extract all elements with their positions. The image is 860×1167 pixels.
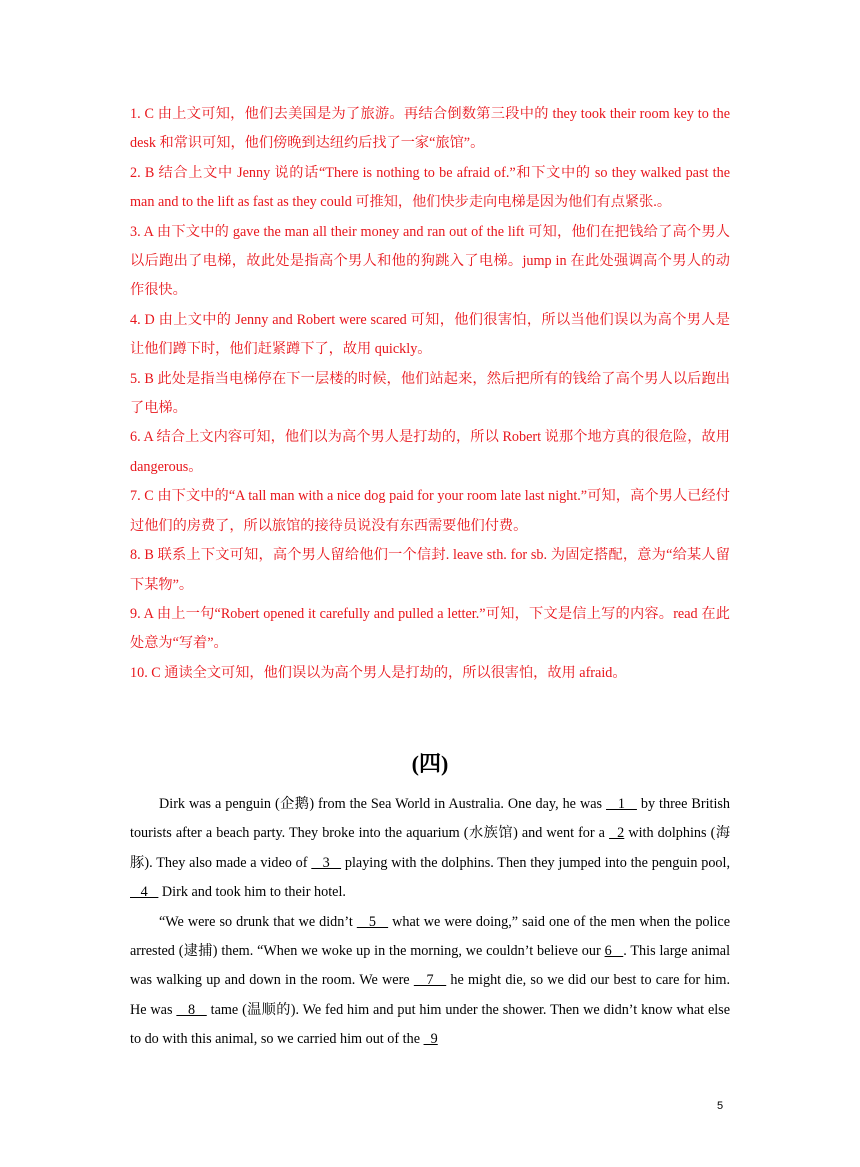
answer-item-7: 7. C 由下文中的“A tall man with a nice dog paid for your room late last night.”可知，高个男人已经付过他们的房费了，所以旅馆的接待员说没有东西需要他们付费。: [130, 488, 730, 534]
answer-item-10: 10. C 通读全文可知，他们误以为高个男人是打劫的，所以很害怕，故用 afraid。: [130, 664, 627, 681]
passage-text: “We were so drunk that we didn’t: [159, 913, 357, 930]
blank-7: 7: [413, 972, 447, 989]
blank-8: 8: [176, 1001, 207, 1018]
passage-paragraph-2: [130, 908, 730, 1055]
answer-item-9: 9. A 由上一句“Robert opened it carefully and pulled a letter.”可知，下文是信上写的内容。read 在此处意为“写着”。: [130, 605, 730, 652]
answer-item-3: 3. A 由下文中的 gave the man all their money and ran out of the lift 可知，他们在把钱给了高个男人以后跑出了电梯，故此处是指高个男人和他的狗跳入了电梯。jump in 在此处强调高个男人的动作很快。: [130, 223, 730, 299]
answer-item-8: 8. B 联系上下文可知，高个男人留给他们一个信封. leave sth. for sb. 为固定搭配，意为“给某人留下某物”。: [130, 547, 730, 593]
blank-9: 9: [423, 1031, 438, 1048]
answer-item-2: 2. B 结合上文中 Jenny 说的话“There is nothing to be afraid of.”和下文中的 so they walked past the man and to the lift as fast as they could 可推知，他们快步走向电梯是因为他们有点紧张.。: [130, 164, 730, 211]
answer-item-4: 4. D 由上文中的 Jenny and Robert were scared 可知，他们很害怕，所以当他们误以为高个男人是让他们蹲下时，他们赶紧蹲下了，故用 quickly。: [130, 311, 730, 358]
blank-4: 4: [130, 884, 159, 901]
blank-1: 1: [606, 796, 637, 812]
passage-text: playing with the dolphins. Then they jumped into the penguin pool,: [341, 854, 730, 871]
blank-5: 5: [356, 913, 389, 930]
passage-text: by three British tourists after a beach party. They broke into the aquarium (水族馆) and went for a: [130, 796, 731, 842]
answer-explanations: [130, 100, 730, 688]
passage-text: with dolphins (海豚). They also made a video of: [130, 825, 731, 871]
blank-6: 6: [604, 943, 624, 960]
passage-text: Dirk and took him to their hotel.: [158, 884, 346, 901]
passage-text: what we were doing,” said one of the men when the police arrested (逮捕) them. “When we woke up in the morning, we couldn’t believe our: [130, 913, 730, 960]
passage-paragraph-1: [130, 790, 730, 908]
passage-text: Dirk was a penguin (企鹅) from the Sea World in Australia. One day, he was: [159, 796, 606, 812]
passage-text: tame (温顺的). We fed him and put him under the shower. Then we didn’t know what else to do with this animal, so we carried him out of the: [130, 1001, 731, 1048]
section-title: (四): [411, 751, 449, 776]
passage-text: . This large animal was walking up and down in the room. We were: [130, 943, 731, 989]
cloze-passage: [130, 790, 730, 1055]
passage-text: he might die, so we did our best to care for him. He was: [130, 972, 730, 1018]
blank-3: 3: [311, 854, 342, 871]
answer-item-5: 5. B 此处是指当电梯停在下一层楼的时候，他们站起来，然后把所有的钱给了高个男人以后跑出了电梯。: [130, 370, 730, 417]
page-number: 5: [717, 1100, 724, 1112]
answer-item-1: 1. C 由上文可知，他们去美国是为了旅游。再结合倒数第三段中的 they took their room key to the desk 和常识可知，他们傍晚到达纽约后找了一家“旅馆”。: [130, 106, 730, 152]
blank-2: 2: [609, 825, 625, 842]
answer-item-6: 6. A 结合上文内容可知，他们以为高个男人是打劫的，所以 Robert 说那个地方真的很危险，故用 dangerous。: [130, 429, 730, 475]
